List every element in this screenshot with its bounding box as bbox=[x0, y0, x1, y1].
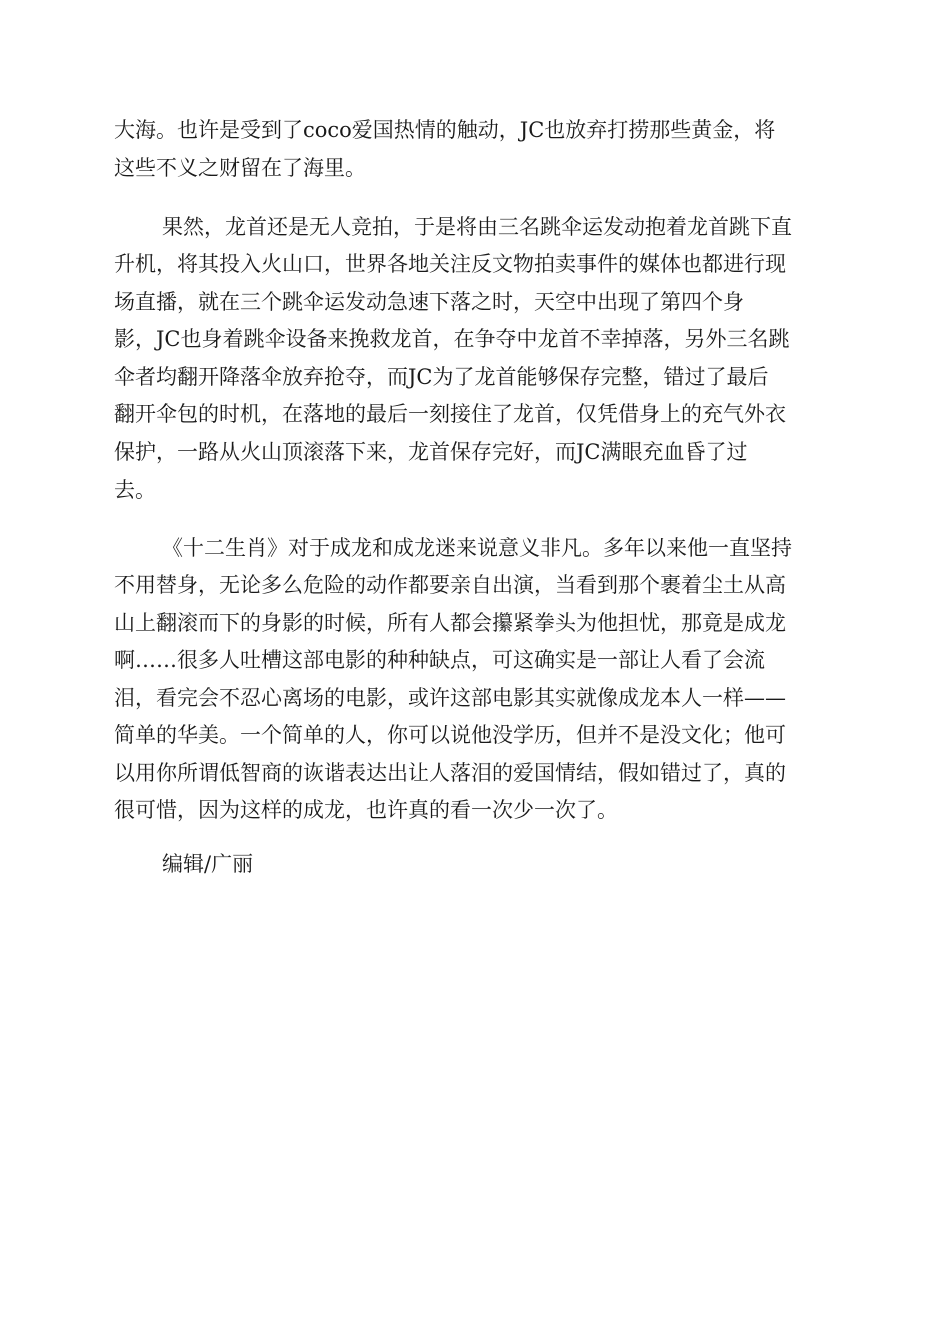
editor-credit: 编辑/广丽 bbox=[162, 852, 254, 876]
paragraph-line: 山上翻滚而下的身影的时候，所有人都会攥紧拳头为他担忧，那竟是成龙 bbox=[114, 611, 786, 635]
paragraph-line: 翻开伞包的时机，在落地的最后一刻接住了龙首，仅凭借身上的充气外衣 bbox=[114, 402, 786, 426]
paragraph-line: 以用你所谓低智商的诙谐表达出让人落泪的爱国情结，假如错过了，真的 bbox=[114, 761, 786, 785]
paragraph-line: 伞者均翻开降落伞放弃抢夺，而JC为了龙首能够保存完整，错过了最后 bbox=[114, 365, 769, 389]
paragraph-line: 大海。也许是受到了coco爱国热情的触动，JC也放弃打捞那些黄金，将 bbox=[114, 118, 776, 142]
paragraph-line: 简单的华美。一个简单的人，你可以说他没学历，但并不是没文化；他可 bbox=[114, 723, 786, 747]
paragraph-line: 升机，将其投入火山口，世界各地关注反文物拍卖事件的媒体也都进行现 bbox=[114, 252, 786, 276]
paragraph-line: 果然，龙首还是无人竞拍，于是将由三名跳伞运发动抱着龙首跳下直 bbox=[162, 215, 792, 239]
paragraph-line: 《十二生肖》对于成龙和成龙迷来说意义非凡。多年以来他一直坚持 bbox=[162, 536, 792, 560]
paragraph-line: 啊……很多人吐槽这部电影的种种缺点，可这确实是一部让人看了会流 bbox=[114, 648, 765, 672]
paragraph-line: 泪，看完会不忍心离场的电影，或许这部电影其实就像成龙本人一样—— bbox=[114, 686, 786, 710]
paragraph-line: 不用替身，无论多么危险的动作都要亲自出演，当看到那个裹着尘土从高 bbox=[114, 573, 786, 597]
paragraph-line: 去。 bbox=[114, 478, 156, 502]
paragraph-line: 保护，一路从火山顶滚落下来，龙首保存完好，而JC满眼充血昏了过 bbox=[114, 440, 748, 464]
paragraph-line: 很可惜，因为这样的成龙，也许真的看一次少一次了。 bbox=[114, 798, 618, 822]
paragraph-line: 场直播，就在三个跳伞运发动急速下落之时，天空中出现了第四个身 bbox=[114, 290, 744, 314]
paragraph-line: 这些不义之财留在了海里。 bbox=[114, 156, 366, 180]
paragraph-line: 影，JC也身着跳伞设备来挽救龙首，在争夺中龙首不幸掉落，另外三名跳 bbox=[114, 327, 790, 351]
